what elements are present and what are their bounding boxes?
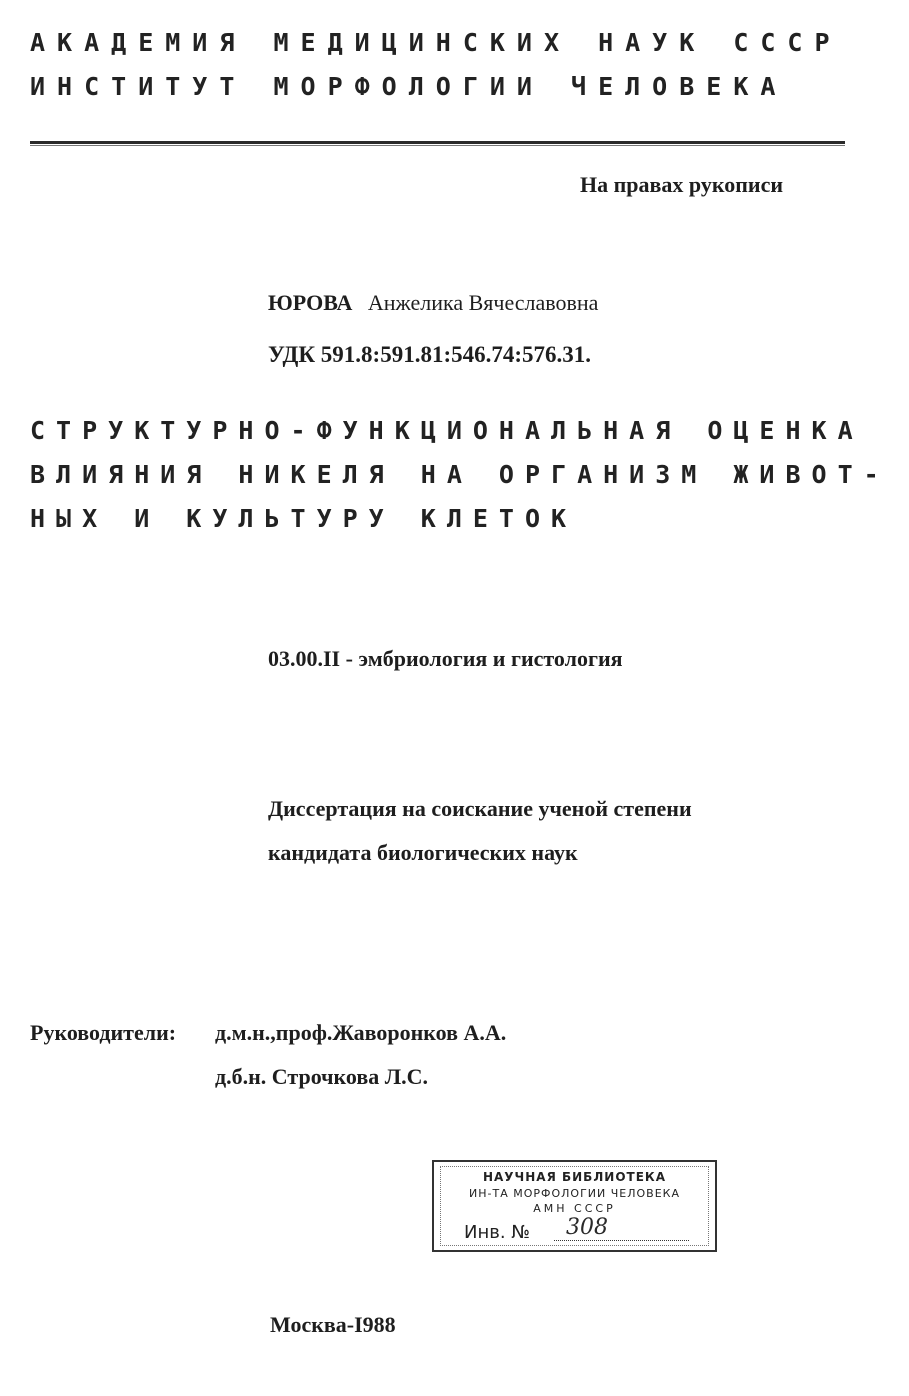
specialty-code: 03.00.II - эмбриология и гистология: [268, 646, 623, 671]
udk-code: УДК 591.8:591.81:546.74:576.31.: [268, 342, 592, 367]
supervisor-first: д.м.н.,проф.Жаворонков А.А.: [215, 1020, 507, 1045]
institute-header: ИНСТИТУТ МОРФОЛОГИИ ЧЕЛОВЕКА: [30, 72, 788, 101]
thesis-title-line3: НЫХ И КУЛЬТУРУ КЛЕТОК: [30, 504, 578, 533]
stamp-inventory-number: 308: [554, 1215, 689, 1241]
academy-header: АКАДЕМИЯ МЕДИЦИНСКИХ НАУК СССР: [30, 28, 842, 57]
stamp-library-name: НАУЧНАЯ БИБЛИОТЕКА: [482, 1170, 667, 1184]
thesis-title-line1: СТРУКТУРНО-ФУНКЦИОНАЛЬНАЯ ОЦЕНКА: [30, 416, 864, 445]
manuscript-note: На правах рукописи: [580, 172, 784, 197]
degree-line2: кандидата биологических наук: [268, 840, 578, 865]
stamp-institute-name: ИН-ТА МОРФОЛОГИИ ЧЕЛОВЕКА: [469, 1187, 680, 1200]
degree-line1: Диссертация на соискание ученой степени: [268, 796, 692, 821]
stamp-academy-name: АМН СССР: [533, 1202, 616, 1215]
place-and-year: Москва-I988: [270, 1312, 396, 1337]
author-given-names: Анжелика Вячеславовна: [367, 290, 599, 315]
stamp-inventory-label: Инв. №: [464, 1222, 531, 1243]
header-divider-shadow: [30, 145, 845, 146]
supervisor-second: д.б.н. Строчкова Л.С.: [215, 1064, 429, 1089]
header-divider: [30, 141, 845, 144]
author-name: [268, 290, 598, 316]
author-surname: ЮРОВА: [268, 290, 353, 315]
library-stamp: [432, 1160, 717, 1252]
thesis-title-line2: ВЛИЯНИЯ НИКЕЛЯ НА ОРГАНИЗМ ЖИВОТ-: [30, 460, 890, 489]
supervisors-label: Руководители:: [30, 1020, 177, 1045]
